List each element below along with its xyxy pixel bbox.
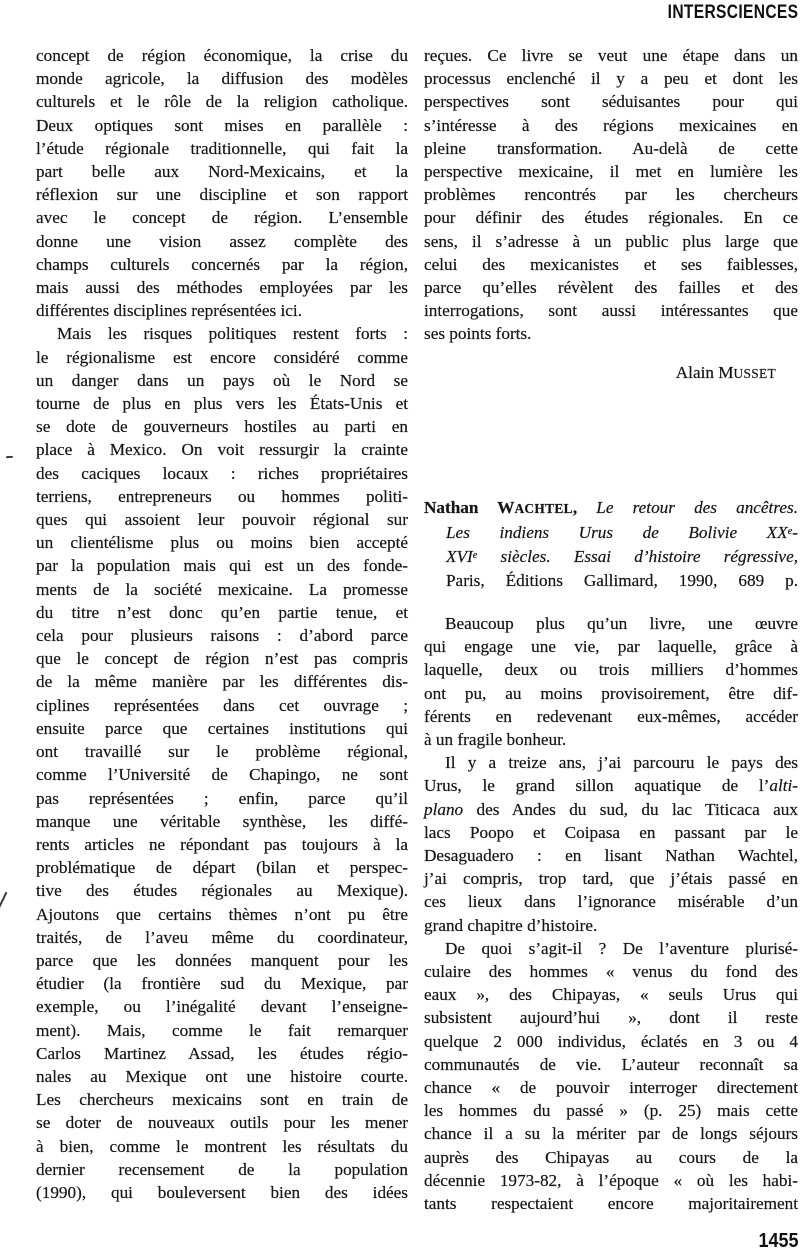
text-line: Beaucoup plus qu’un livre, une œuvre [445, 613, 798, 633]
reviewer-byline [424, 361, 798, 385]
text-segment: alti- [769, 776, 798, 796]
text-line: qui engage une vie, par laquelle, grâce à [424, 637, 798, 657]
text-line: ciplines représentées dans cet ouvrage ; [36, 695, 408, 715]
text-line: tants respectaient encore majoritairement [424, 1193, 798, 1213]
book-reference [424, 496, 798, 592]
text-line: exemple, ou l’inégalité devant l’enseigne- [36, 997, 408, 1017]
text-line: ments de la société mexicaine. La promesse [36, 579, 408, 599]
text-line: eaux », des Chipayas, « seuls Urus qui [424, 985, 798, 1005]
text-line: reçues. Ce livre se veut une étape dans un [424, 46, 798, 65]
text-line: j’ai compris, trop tard, que j’étais passé en [424, 869, 798, 889]
text-segment: , [572, 497, 597, 517]
text-line: Desaguadero : en lisant Nathan Wachtel, [424, 845, 798, 865]
text-line: décennie 1973-82, à l’époque « où les habi- [424, 1170, 798, 1190]
text-line [424, 569, 798, 592]
text-line: auprès des Chipayas au cours de la [424, 1147, 798, 1167]
text-line: comme l’Université de Chapingo, ne sont [36, 765, 408, 785]
paragraph [424, 44, 798, 346]
scan-artifact-stroke [0, 892, 8, 912]
text-line: étudier (la frontière sud du Mexique, par [36, 974, 408, 994]
text-segment: - [792, 523, 798, 543]
text-segment: plano [424, 799, 464, 819]
journal-section-title: INTERSCIENCES [667, 2, 798, 23]
text-line: se dote de gouverneurs hostiles au parti en [36, 417, 408, 437]
text-segment: Alain M [675, 362, 734, 382]
text-line: Les chercheurs mexicains sont en train de [36, 1090, 408, 1110]
text-line: ses points forts. [424, 324, 532, 344]
text-line: du titre n’est donc qu’en partie tenue, et [36, 602, 408, 622]
text-line: terriens, entrepreneurs ou hommes politi- [36, 486, 408, 506]
text-line [424, 544, 798, 568]
text-segment: e [787, 526, 793, 538]
text-line: parce que les données manquent pour les [36, 950, 408, 970]
text-line: perspectives sont séduisantes pour qui [424, 92, 798, 112]
text-line: chance « de pouvoir interroger directement [424, 1077, 798, 1097]
text-line: grand chapitre d’histoire. [424, 915, 598, 935]
text-line: s’intéresse à des régions mexicaines en [424, 115, 798, 135]
text-line: pas représentées ; enfin, parce qu’il [36, 788, 408, 808]
text-line: donne une vision assez complète des [36, 231, 408, 251]
text-line: tourne de plus en plus vers les États-Unis et [36, 394, 408, 414]
text-segment: Les indiens Urus de Bolivie XX [446, 523, 788, 543]
text-line: culaire des hommes « venus du fond des [424, 961, 798, 981]
text-line: l’étude régionale traditionnelle, qui fait la [36, 138, 408, 158]
text-line: le régionalisme est encore considéré comme [36, 347, 408, 367]
text-segment: ACHTEL [514, 500, 573, 516]
text-line: processus enclenché il y a peu et dont les [424, 69, 798, 89]
paragraph [424, 612, 798, 751]
text-line: que le concept de région n’est pas compris [36, 649, 408, 669]
text-line: monde agricole, la diffusion des modèles [36, 69, 408, 89]
text-line: chance il a su la mériter par de longs séjours [424, 1124, 798, 1144]
text-line: problèmes rencontrés par les chercheurs [424, 185, 798, 205]
text-line: interrogations, sont aussi intéressantes que [424, 301, 798, 321]
paragraph [36, 44, 408, 322]
text-segment: Paris, Éditions Gallimard, 1990, 689 p. [446, 570, 798, 590]
text-line: nales au Mexique ont une histoire courte. [36, 1066, 408, 1086]
text-line: traités, de l’aveu même du coordinateur, [36, 927, 408, 947]
text-line: Mais les risques politiques restent forts : [57, 324, 408, 344]
text-line: perspective mexicaine, il met en lumière les [424, 162, 798, 182]
text-segment: Nathan W [424, 497, 515, 517]
text-line [424, 774, 798, 797]
text-line: réflexion sur une discipline et son rapport [36, 185, 408, 205]
text-line: de la même manière par les différentes dis- [36, 672, 408, 692]
text-line: pour définir des études régionales. En ce [424, 208, 798, 228]
text-line: celui des mexicanistes et ses faiblesses, [424, 254, 798, 274]
text-line: tive des études régionales au Mexique). [36, 881, 408, 901]
text-line: quelque 2 000 individus, éclatés en 3 ou 4 [424, 1031, 798, 1051]
text-line: (1990), qui bouleversent bien des idées [36, 1182, 408, 1202]
text-line: culturels et le rôle de la religion catholique. [36, 92, 408, 112]
text-line: subsistent aujourd’hui », dont il reste [424, 1008, 798, 1028]
text-line: part belle aux Nord-Mexicains, et la [36, 162, 408, 182]
text-line: ont pu, au moins provisoirement, être dif- [424, 683, 798, 703]
text-line: communautés de vie. L’auteur reconnaît sa [424, 1054, 798, 1074]
paragraph [36, 322, 408, 1204]
text-line: des caciques locaux : riches propriétaires [36, 463, 408, 483]
text-line: ment). Mais, comme le fait remarquer [36, 1020, 408, 1040]
text-line: par la population mais qui est un des fonde- [36, 556, 408, 576]
text-line: lacs Poopo et Coipasa en passant par le [424, 822, 798, 842]
text-line: avec le concept de région. L’ensemble [36, 208, 408, 228]
right-column [424, 44, 798, 1215]
paragraph [424, 751, 798, 937]
text-line [424, 520, 798, 544]
text-segment: USSET [733, 365, 776, 381]
text-line: à un fragile bonheur. [424, 729, 567, 749]
text-line: férents en redevenant eux-mêmes, accéder [424, 706, 798, 726]
text-line: un clientélisme plus ou moins bien accepté [36, 533, 408, 553]
text-line: cela pour plusieurs raisons : d’abord parce [36, 626, 408, 646]
text-line: Deux optiques sont mises en parallèle : [36, 115, 408, 135]
text-line: Ajoutons que certains thèmes n’ont pu être [36, 904, 408, 924]
text-line: concept de région économique, la crise du [36, 46, 408, 65]
text-line: De quoi s’agit-il ? De l’aventure plurisé- [445, 938, 798, 958]
text-segment: Le retour des ancêtres. [596, 497, 798, 517]
running-head [667, 3, 798, 22]
text-line: mais aussi des méthodes employées par les [36, 278, 408, 298]
text-line: ont travaillé sur le problème régional, [36, 742, 408, 762]
text-line: un danger dans un pays où le Nord se [36, 370, 408, 390]
text-line: Carlos Martinez Assad, les études régio- [36, 1043, 408, 1063]
text-segment: des Andes du sud, du lac Titicaca aux [463, 799, 798, 819]
text-line [424, 496, 798, 520]
text-line: ques qui assoient leur pouvoir régional sur [36, 510, 408, 530]
text-line: problématique de départ (bilan et perspec- [36, 858, 408, 878]
text-line: champs culturels concernés par la région, [36, 254, 408, 274]
text-line: ces lieux dans l’ignorance misérable d’un [424, 892, 798, 912]
text-line: se doter de nouveaux outils pour les mener [36, 1113, 408, 1133]
scan-artifact-dash [6, 456, 13, 458]
text-line: parce qu’elles révèlent des failles et des [424, 278, 798, 298]
text-line: sens, il s’adresse à un public plus large que [424, 231, 798, 251]
text-line: à bien, comme le montrent les résultats du [36, 1136, 408, 1156]
text-line: manque une véritable synthèse, les diffé- [36, 811, 408, 831]
text-line: dernier recensement de la population [36, 1159, 408, 1179]
text-segment: e [472, 550, 478, 562]
text-line: les hommes du passé » (p. 25) mais cette [424, 1101, 798, 1121]
paragraph [424, 937, 798, 1215]
page-number: 1455 [757, 1230, 798, 1252]
text-line: Il y a treize ans, j’ai parcouru le pays des [445, 753, 798, 773]
text-line: place à Mexico. On voit ressurgir la crainte [36, 440, 408, 460]
text-segment: siècles. Essai d’histoire régressive, [477, 547, 798, 567]
text-segment: XVI [446, 547, 473, 567]
text-line [424, 798, 798, 821]
left-column [36, 44, 408, 1204]
text-line: ensuite parce que certaines institutions qui [36, 718, 408, 738]
text-line: différentes disciplines représentées ici. [36, 301, 302, 321]
text-line: pleine transformation. Au-delà de cette [424, 138, 798, 158]
text-line: rents articles ne répondant pas toujours à la [36, 834, 408, 854]
text-line: laquelle, deux ou trois milliers d’hommes [424, 660, 798, 680]
text-segment: Urus, le grand sillon aquatique de l’ [424, 776, 770, 796]
